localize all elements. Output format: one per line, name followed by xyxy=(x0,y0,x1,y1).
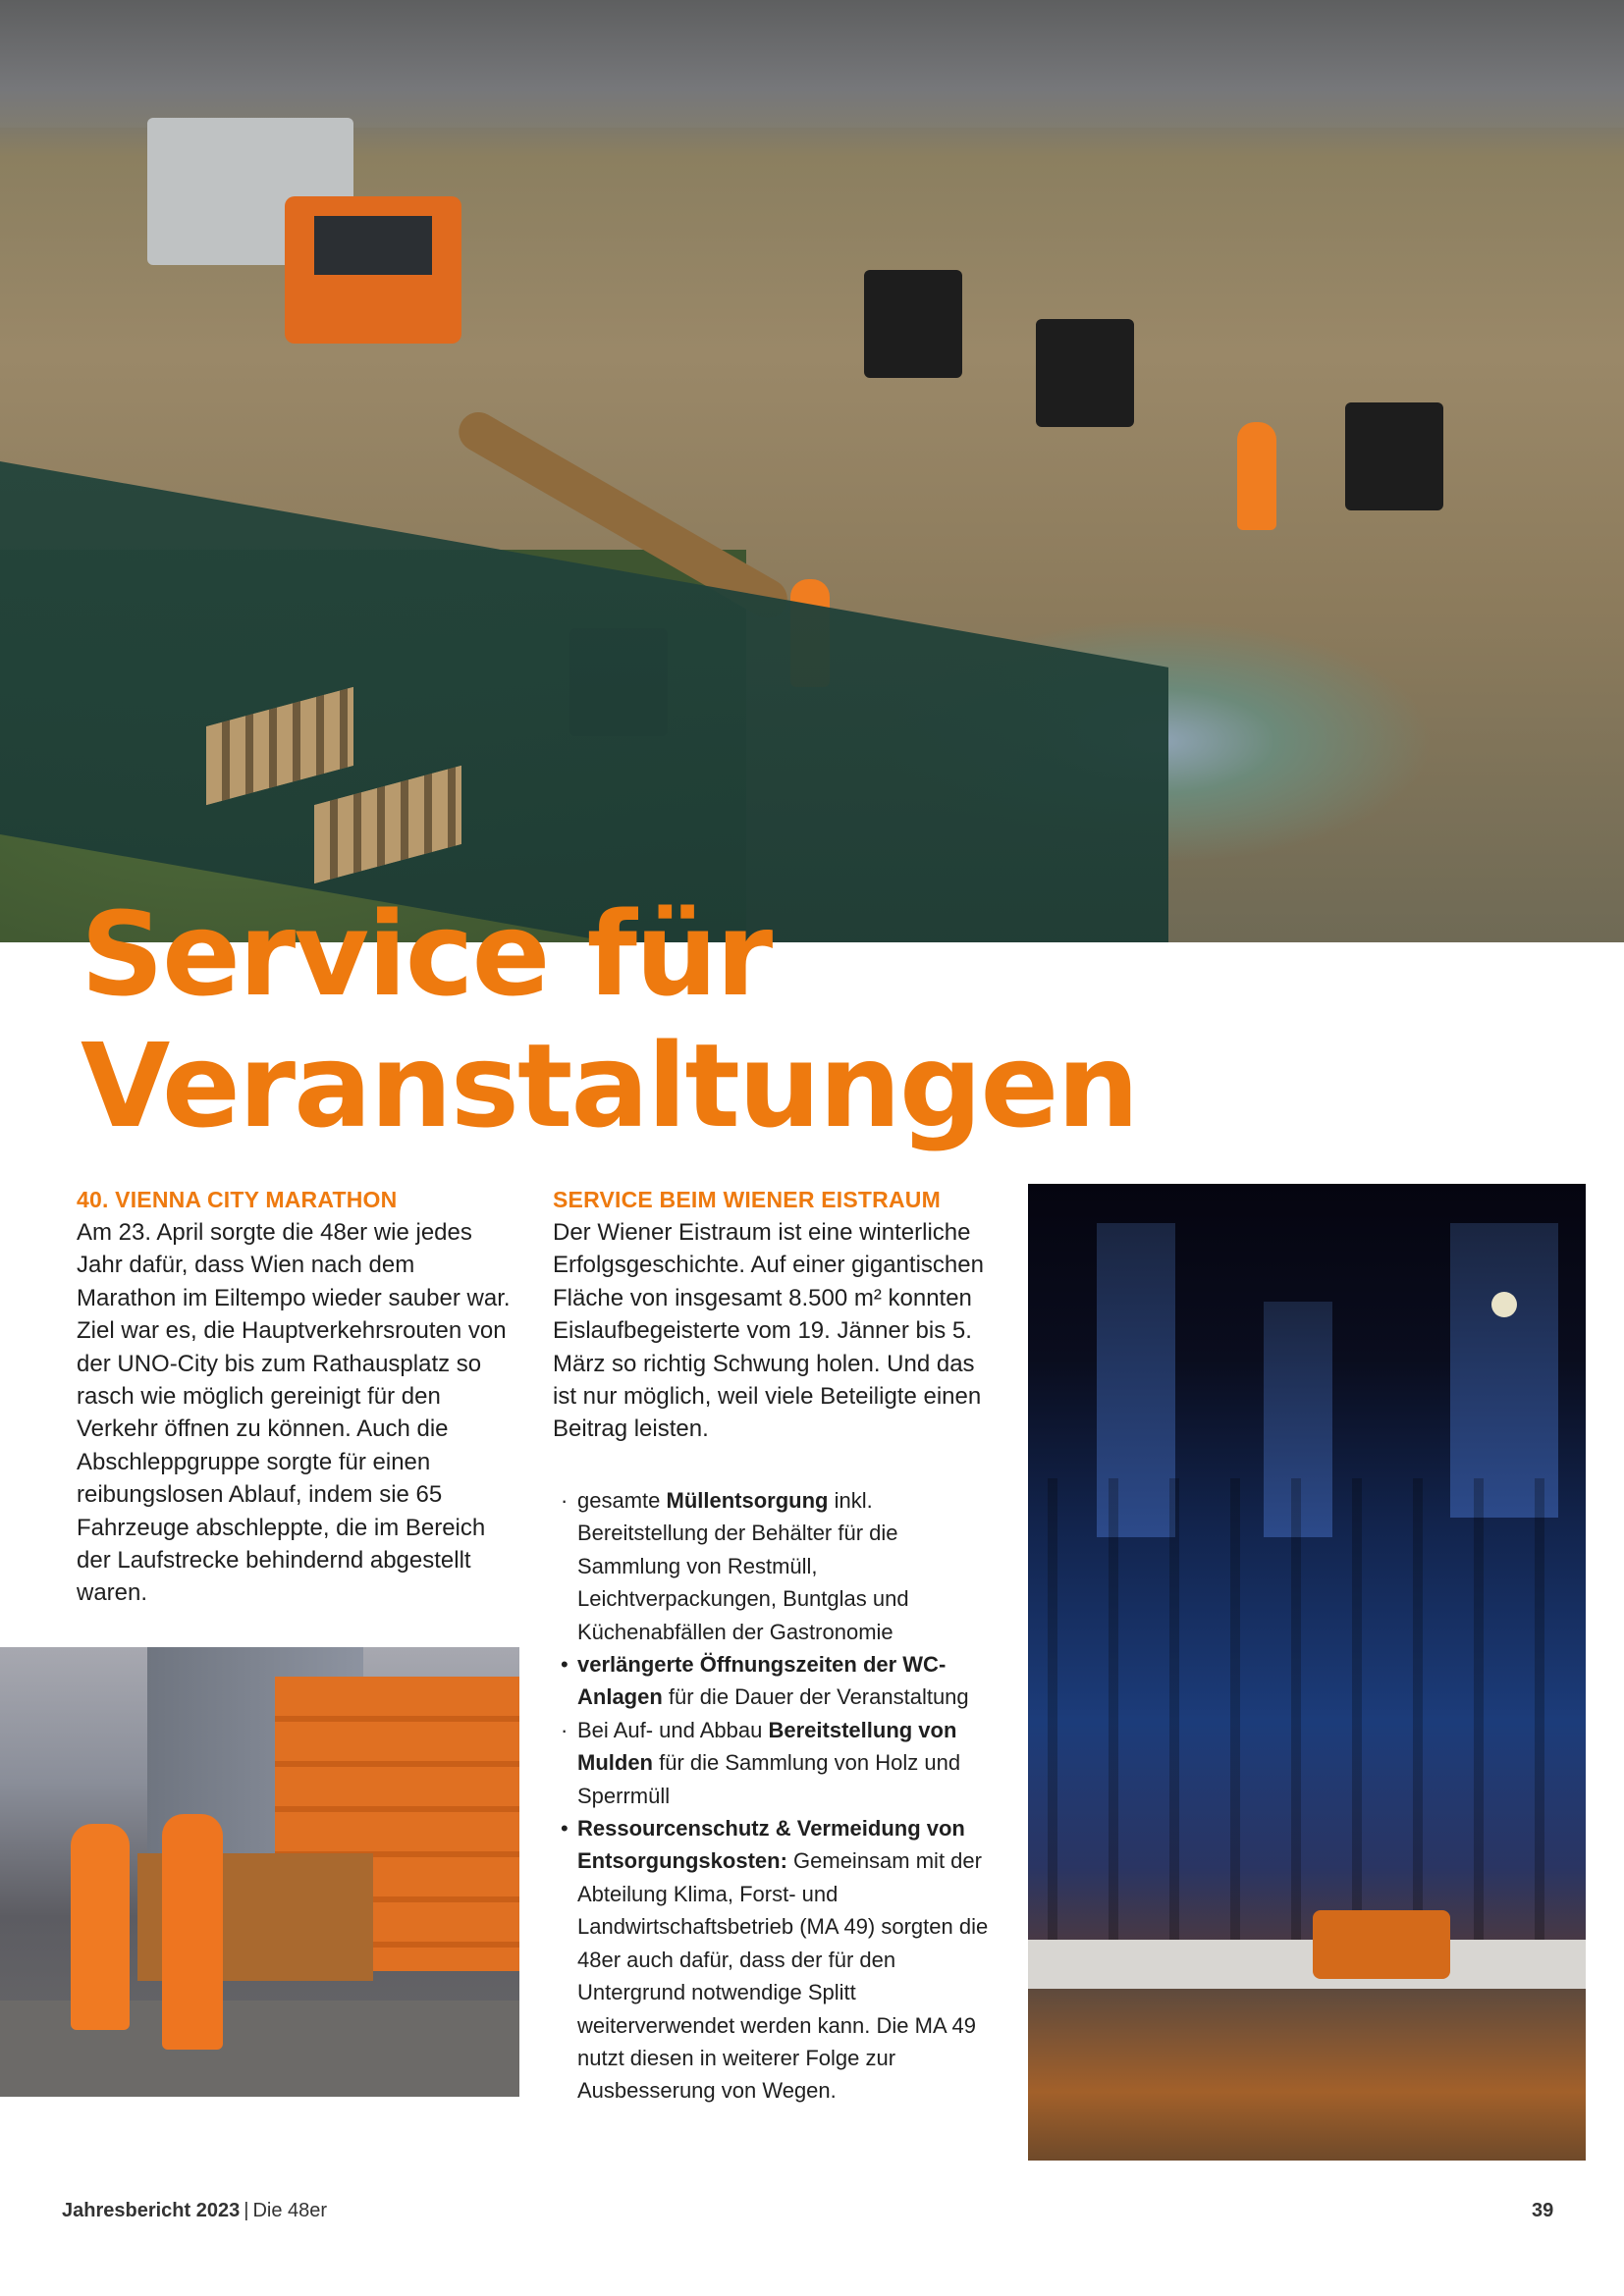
marathon-section xyxy=(77,1184,518,1610)
ice-resurfacer xyxy=(1313,1910,1450,1979)
worker xyxy=(71,1824,130,2030)
waste-bin xyxy=(1036,319,1134,427)
worker xyxy=(1237,422,1276,530)
footer-report: Jahresbericht 2023 xyxy=(62,2200,241,2221)
list-item: · Bei Auf- und Abbau Bereitstellung von Mulden für die Sammlung von Holz und Sperrmüll xyxy=(561,1717,961,1808)
clock-face xyxy=(1491,1292,1517,1317)
footer-separator: | xyxy=(244,2200,249,2221)
page-footer xyxy=(62,2200,327,2222)
footer-org: Die 48er xyxy=(252,2200,328,2221)
marathon-body: Am 23. April sorgte die 48er wie jedes Jahr dafür, dass Wien nach dem Marathon im Eiltempo wieder sauber war. Ziel war es, die Hauptverkehrsrouten von der UNO-City bis zum Rathausplatz so rasch wie möglich gereinigt für den Verkehr öffnen zu können. Auch die Abschleppgruppe sorgte für einen reibungslosen Ablauf, indem sie 65 Fahrzeuge abschleppte, die im Bereich der Laufstrecke behindernd abgestellt waren. xyxy=(77,1219,511,1607)
title-line-2: Veranstaltungen xyxy=(81,1018,1138,1153)
marathon-heading: 40. VIENNA CITY MARATHON xyxy=(77,1187,398,1212)
waste-bin xyxy=(1345,402,1443,510)
eistraum-bullet-list xyxy=(556,1484,998,2108)
page-title xyxy=(81,888,1137,1151)
title-line-1: Service für xyxy=(81,886,772,1022)
hero-photo xyxy=(0,0,1624,942)
rathaus-photo xyxy=(1028,1184,1586,2161)
hero-road xyxy=(0,0,1624,128)
list-item: · gesamte Müllentsorgung inkl. Bereitstellung der Behälter für die Sammlung von Restmüll, Leichtverpackungen, Buntglas und Küchenabfällen der Gastronomie xyxy=(561,1488,909,1644)
eistraum-section xyxy=(553,1184,995,1446)
rink-banner xyxy=(1028,1940,1586,1989)
waste-bin xyxy=(864,270,962,378)
eistraum-heading: SERVICE BEIM WIENER EISTRAUM xyxy=(553,1187,941,1212)
list-item: • Ressourcenschutz & Vermeidung von Entsorgungskosten: Gemeinsam mit der Abteilung Klima, Forst- und Landwirtschaftsbetrieb (MA 49) sorgten die 48er auch dafür, dass der für den Untergrund notwendige Splitt weiterverwendet werden kann. Die MA 49 nutzt diesen in weiterer Folge zur Ausbesserung von Wegen. xyxy=(561,1816,989,2104)
page-number: 39 xyxy=(1532,2200,1554,2221)
worker xyxy=(162,1814,223,2050)
list-item: • verlängerte Öffnungszeiten der WC-Anlagen für die Dauer der Veranstaltung xyxy=(561,1652,969,1710)
eistraum-body: Der Wiener Eistraum ist eine winterliche Erfolgsgeschichte. Auf einer gigantischen Fläche von insgesamt 8.500 m² konnten Eislaufbegeisterte vom 19. Jänner bis 5. März so richtig Schwung holen. Und das ist nur möglich, weil viele Beteiligte einen Beitrag leisten. xyxy=(553,1219,984,1443)
sweeper-truck xyxy=(147,118,471,373)
clock-tower xyxy=(1450,1223,1558,1518)
marathon-photo xyxy=(0,1647,519,2097)
ice-rink xyxy=(1028,1989,1586,2161)
